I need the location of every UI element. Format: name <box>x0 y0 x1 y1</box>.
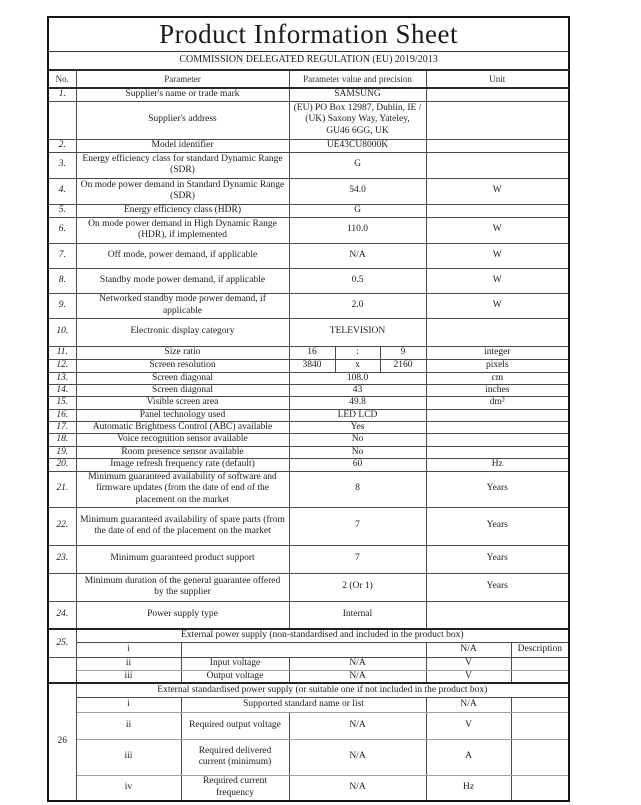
cell-parameter: Model identifier <box>76 139 289 152</box>
cell-value: 0.5 <box>289 268 426 293</box>
table-row <box>48 204 569 217</box>
cell-parameter: Screen diagonal <box>76 384 289 396</box>
page-title: Product Information Sheet <box>48 17 569 51</box>
cell-parameter: Networked standby mode power demand, if applicable <box>76 293 289 318</box>
table-row <box>48 507 569 545</box>
table-row-resolution <box>48 359 569 372</box>
section-25-title: External power supply (non-standardised and included in the product box) <box>76 629 569 642</box>
cell-value: N/A <box>289 657 426 670</box>
table-row <box>48 217 569 243</box>
cell-no: 23. <box>48 545 76 573</box>
cell-unit: pixels <box>426 359 569 372</box>
title-row <box>48 17 569 51</box>
section-25-row <box>48 670 569 683</box>
cell-parameter: On mode power demand in High Dynamic Range (HDR), if implemented <box>76 217 289 243</box>
cell-parameter: Required output voltage <box>181 712 289 739</box>
table-row <box>48 152 569 178</box>
cell-parameter: Room presence sensor available <box>76 446 289 458</box>
cell-parameter: Image refresh frequency rate (default) <box>76 459 289 471</box>
cell-value: Yes <box>289 422 426 434</box>
cell-description: Description <box>511 642 569 657</box>
cell-parameter: Panel technology used <box>76 409 289 421</box>
cell-no: 13. <box>48 372 76 384</box>
cell-no: 8. <box>48 268 76 293</box>
cell-no: 22. <box>48 507 76 545</box>
cell-unit <box>426 446 569 458</box>
cell-parameter: Screen resolution <box>76 359 289 372</box>
cell-no: 1. <box>48 88 76 101</box>
header-value: Parameter value and precision <box>289 70 426 88</box>
cell-unit: N/A <box>426 697 511 712</box>
section-26-row <box>48 739 569 775</box>
cell-value-1: 16 <box>289 346 335 359</box>
cell-parameter: Supplier's name or trade mark <box>76 88 289 101</box>
cell-value: 2.0 <box>289 293 426 318</box>
cell-no: 24. <box>48 601 76 629</box>
cell-description <box>511 712 569 739</box>
cell-no: 3. <box>48 152 76 178</box>
cell-unit <box>426 318 569 346</box>
cell-parameter: Voice recognition sensor available <box>76 434 289 446</box>
table-row <box>48 101 569 139</box>
table-row <box>48 178 569 204</box>
regulation-subtitle: COMMISSION DELEGATED REGULATION (EU) 2019/2013 <box>48 51 569 70</box>
cell-no: 25. <box>48 629 76 657</box>
cell-value: (EU) PO Box 12987, Dublin, IE / (UK) Saxony Way, Yateley, GU46 6GG, UK <box>289 101 426 139</box>
cell-unit <box>426 88 569 101</box>
cell-sublabel: iii <box>76 739 181 775</box>
cell-unit: Hz <box>426 775 511 801</box>
table-row-size-ratio <box>48 346 569 359</box>
header-parameter: Parameter <box>76 70 289 88</box>
table-row <box>48 372 569 384</box>
cell-unit: Years <box>426 471 569 507</box>
cell-parameter <box>181 642 426 657</box>
cell-unit: integer <box>426 346 569 359</box>
cell-parameter: Supplier's address <box>76 101 289 139</box>
product-information-sheet <box>47 16 570 802</box>
cell-unit <box>426 422 569 434</box>
cell-unit: inches <box>426 384 569 396</box>
section-25-row <box>48 657 569 670</box>
cell-parameter: Minimum guaranteed product support <box>76 545 289 573</box>
cell-unit <box>426 152 569 178</box>
cell-value: N/A <box>289 739 426 775</box>
section-26-row <box>48 697 569 712</box>
cell-sublabel: iv <box>76 775 181 801</box>
cell-sublabel: ii <box>76 712 181 739</box>
cell-unit <box>426 139 569 152</box>
cell-parameter: Standby mode power demand, if applicable <box>76 268 289 293</box>
cell-value: TELEVISION <box>289 318 426 346</box>
cell-unit: Years <box>426 507 569 545</box>
cell-value: UE43CU8000K <box>289 139 426 152</box>
cell-parameter: Screen diagonal <box>76 372 289 384</box>
cell-parameter: Minimum duration of the general guarantee offered by the supplier <box>76 573 289 601</box>
header-unit: Unit <box>426 70 569 88</box>
cell-parameter: Minimum guaranteed availability of spare parts (from the date of end of the placement on the market <box>76 507 289 545</box>
cell-parameter: Size ratio <box>76 346 289 359</box>
table-row <box>48 434 569 446</box>
cell-unit: V <box>426 657 511 670</box>
cell-parameter: Energy efficiency class for standard Dynamic Range (SDR) <box>76 152 289 178</box>
cell-description <box>511 670 569 683</box>
cell-no: 10. <box>48 318 76 346</box>
cell-unit: cm <box>426 372 569 384</box>
cell-value-sep: x <box>335 359 380 372</box>
cell-unit <box>426 204 569 217</box>
regulation-row <box>48 51 569 70</box>
cell-sublabel: iii <box>76 670 181 683</box>
section-26-header-row <box>48 683 569 697</box>
cell-value-sep: : <box>335 346 380 359</box>
cell-value: 110.0 <box>289 217 426 243</box>
cell-no: 5. <box>48 204 76 217</box>
cell-no: 7. <box>48 243 76 268</box>
cell-unit: N/A <box>426 642 511 657</box>
table-row <box>48 573 569 601</box>
cell-unit: W <box>426 217 569 243</box>
cell-no: 11. <box>48 346 76 359</box>
cell-unit: W <box>426 243 569 268</box>
cell-value-1: 3840 <box>289 359 335 372</box>
table-row <box>48 318 569 346</box>
cell-no: 20. <box>48 459 76 471</box>
cell-unit: V <box>426 712 511 739</box>
table-row <box>48 397 569 409</box>
cell-no: 26 <box>48 683 76 801</box>
cell-no: 12. <box>48 359 76 372</box>
cell-no: 9. <box>48 293 76 318</box>
table-row <box>48 545 569 573</box>
table-row <box>48 293 569 318</box>
cell-no: 18. <box>48 434 76 446</box>
cell-no <box>48 101 76 139</box>
table-row <box>48 88 569 101</box>
cell-parameter: Power supply type <box>76 601 289 629</box>
table-row <box>48 601 569 629</box>
cell-unit <box>426 601 569 629</box>
product-info-table <box>47 16 570 802</box>
cell-parameter: Required delivered current (minimum) <box>181 739 289 775</box>
cell-description <box>511 657 569 670</box>
cell-unit: dm² <box>426 397 569 409</box>
cell-parameter: Supported standard name or list <box>181 697 426 712</box>
cell-no: 2. <box>48 139 76 152</box>
cell-unit: V <box>426 670 511 683</box>
cell-parameter: Required current frequency <box>181 775 289 801</box>
cell-parameter: Electronic display category <box>76 318 289 346</box>
section-25-header-row <box>48 629 569 642</box>
cell-value: N/A <box>289 712 426 739</box>
cell-parameter: Input voltage <box>181 657 289 670</box>
cell-description <box>511 775 569 801</box>
cell-no: 14. <box>48 384 76 396</box>
cell-parameter: Minimum guaranteed availability of software and firmware updates (from the date of end of the placement on the market <box>76 471 289 507</box>
cell-no: 16. <box>48 409 76 421</box>
cell-value: 60 <box>289 459 426 471</box>
table-row <box>48 471 569 507</box>
cell-value-2: 9 <box>380 346 426 359</box>
cell-value: 2 (Or 1) <box>289 573 426 601</box>
cell-value: Internal <box>289 601 426 629</box>
cell-unit: Years <box>426 545 569 573</box>
section-26-title: External standardised power supply (or suitable one if not included in the product box) <box>76 683 569 697</box>
cell-unit: Years <box>426 573 569 601</box>
table-row <box>48 409 569 421</box>
cell-sublabel: ii <box>76 657 181 670</box>
cell-no: 15. <box>48 397 76 409</box>
cell-parameter: Output voltage <box>181 670 289 683</box>
cell-unit <box>426 434 569 446</box>
table-row <box>48 459 569 471</box>
cell-value: 49.8 <box>289 397 426 409</box>
cell-unit <box>426 101 569 139</box>
column-header-row <box>48 70 569 88</box>
cell-value: G <box>289 152 426 178</box>
table-row <box>48 243 569 268</box>
cell-value: LED LCD <box>289 409 426 421</box>
table-row <box>48 422 569 434</box>
section-26-row <box>48 712 569 739</box>
cell-unit: A <box>426 739 511 775</box>
cell-no: 4. <box>48 178 76 204</box>
section-25-row <box>48 642 569 657</box>
cell-parameter: On mode power demand in Standard Dynamic Range (SDR) <box>76 178 289 204</box>
cell-unit: Hz <box>426 459 569 471</box>
cell-sublabel: i <box>76 697 181 712</box>
header-no: No. <box>48 70 76 88</box>
cell-description <box>511 697 569 712</box>
cell-value: SAMSUNG <box>289 88 426 101</box>
cell-value: N/A <box>289 775 426 801</box>
cell-parameter: Visible screen area <box>76 397 289 409</box>
cell-unit: W <box>426 178 569 204</box>
table-row <box>48 268 569 293</box>
cell-unit: W <box>426 293 569 318</box>
cell-no: 6. <box>48 217 76 243</box>
cell-parameter: Automatic Brightness Control (ABC) available <box>76 422 289 434</box>
cell-sublabel: i <box>76 642 181 657</box>
cell-value: 43 <box>289 384 426 396</box>
cell-no: 19. <box>48 446 76 458</box>
cell-value: N/A <box>289 243 426 268</box>
cell-value: 54.0 <box>289 178 426 204</box>
cell-value: 7 <box>289 545 426 573</box>
cell-unit: W <box>426 268 569 293</box>
cell-value: 108.0 <box>289 372 426 384</box>
cell-value: 8 <box>289 471 426 507</box>
cell-parameter: Off mode, power demand, if applicable <box>76 243 289 268</box>
cell-no: 21. <box>48 471 76 507</box>
cell-no <box>48 657 76 683</box>
cell-no <box>48 573 76 601</box>
table-row <box>48 139 569 152</box>
cell-value: No <box>289 446 426 458</box>
cell-value: 7 <box>289 507 426 545</box>
cell-unit <box>426 409 569 421</box>
cell-value-2: 2160 <box>380 359 426 372</box>
cell-value: No <box>289 434 426 446</box>
cell-description <box>511 739 569 775</box>
table-row <box>48 384 569 396</box>
cell-no: 17. <box>48 422 76 434</box>
cell-value: N/A <box>289 670 426 683</box>
cell-parameter: Energy efficiency class (HDR) <box>76 204 289 217</box>
table-row <box>48 446 569 458</box>
cell-value: G <box>289 204 426 217</box>
section-26-row <box>48 775 569 801</box>
